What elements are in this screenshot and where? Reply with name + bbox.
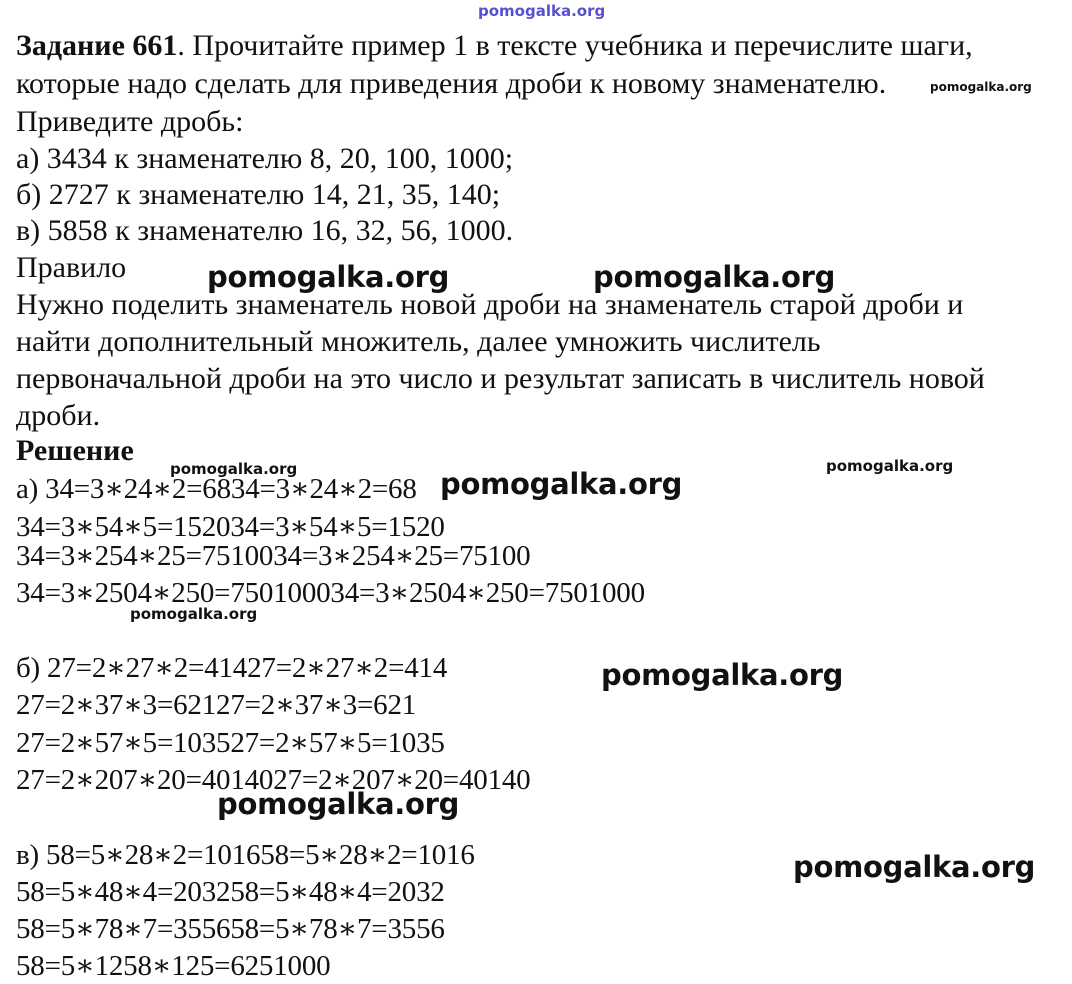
watermark-small-1: pomogalka.org [930, 80, 1032, 94]
watermark-small-4: pomogalka.org [130, 605, 258, 623]
rule-title: Правило [16, 251, 127, 284]
task-heading: Задание 661 [16, 29, 178, 62]
solution-b-line-2: 27=2∗37∗3=62127=2∗37∗3=621 [16, 689, 417, 721]
watermark-big-3: pomogalka.org [440, 467, 683, 501]
task-intro: . Прочитайте пример 1 в тексте учебника и перечислите шаги, [177, 29, 973, 62]
solution-a-line-2: 34=3∗54∗5=152034=3∗54∗5=1520 [16, 511, 445, 543]
solution-c-line-3: 58=5∗78∗7=355658=5∗78∗7=3556 [16, 913, 445, 945]
watermark-big-2: pomogalka.org [593, 260, 836, 294]
solution-c-line-1: в) 58=5∗28∗2=101658=5∗28∗2=1016 [16, 839, 475, 871]
rule-line-2: найти дополнительный множитель, далее умножить числитель [16, 325, 821, 358]
watermark-big-6: pomogalka.org [793, 850, 1036, 884]
solution-b-line-4: 27=2∗207∗20=4014027=2∗207∗20=40140 [16, 764, 531, 796]
solution-b-line-1: б) 27=2∗27∗2=41427=2∗27∗2=414 [16, 652, 448, 684]
solution-c-line-2: 58=5∗48∗4=203258=5∗48∗4=2032 [16, 876, 445, 908]
watermark-small-2: pomogalka.org [170, 460, 298, 478]
rule-line-1: Нужно поделить знаменатель новой дроби на знаменатель старой дроби и [16, 288, 964, 321]
watermark-top: pomogalka.org [478, 2, 606, 20]
solution-b-line-3: 27=2∗57∗5=103527=2∗57∗5=1035 [16, 727, 445, 759]
solution-title: Решение [16, 434, 134, 467]
task-item-b: б) 2727 к знаменателю 14, 21, 35, 140; [16, 178, 501, 211]
watermark-small-3: pomogalka.org [826, 457, 954, 475]
task-item-c: в) 5858 к знаменателю 16, 32, 56, 1000. [16, 214, 514, 247]
task-instruction: Приведите дробь: [16, 105, 244, 138]
watermark-big-5: pomogalka.org [217, 787, 460, 821]
task-intro-line2: которые надо сделать для приведения дроби к новому знаменателю. [16, 67, 887, 100]
rule-line-3: первоначальной дроби на это число и результат записать в числитель новой [16, 362, 985, 395]
task-heading-line [16, 28, 973, 64]
solution-c-line-4: 58=5∗1258∗125=6251000 [16, 950, 331, 982]
watermark-big-1: pomogalka.org [207, 260, 450, 294]
watermark-big-4: pomogalka.org [601, 658, 844, 692]
rule-line-4: дроби. [16, 399, 101, 432]
task-item-a: а) 3434 к знаменателю 8, 20, 100, 1000; [16, 142, 514, 175]
solution-a-line-3: 34=3∗254∗25=7510034=3∗254∗25=75100 [16, 540, 531, 572]
solution-a-line-4: 34=3∗2504∗250=750100034=3∗2504∗250=7501000 [16, 577, 645, 609]
solution-a-line-1: а) 34=3∗24∗2=6834=3∗24∗2=68 [16, 473, 417, 505]
